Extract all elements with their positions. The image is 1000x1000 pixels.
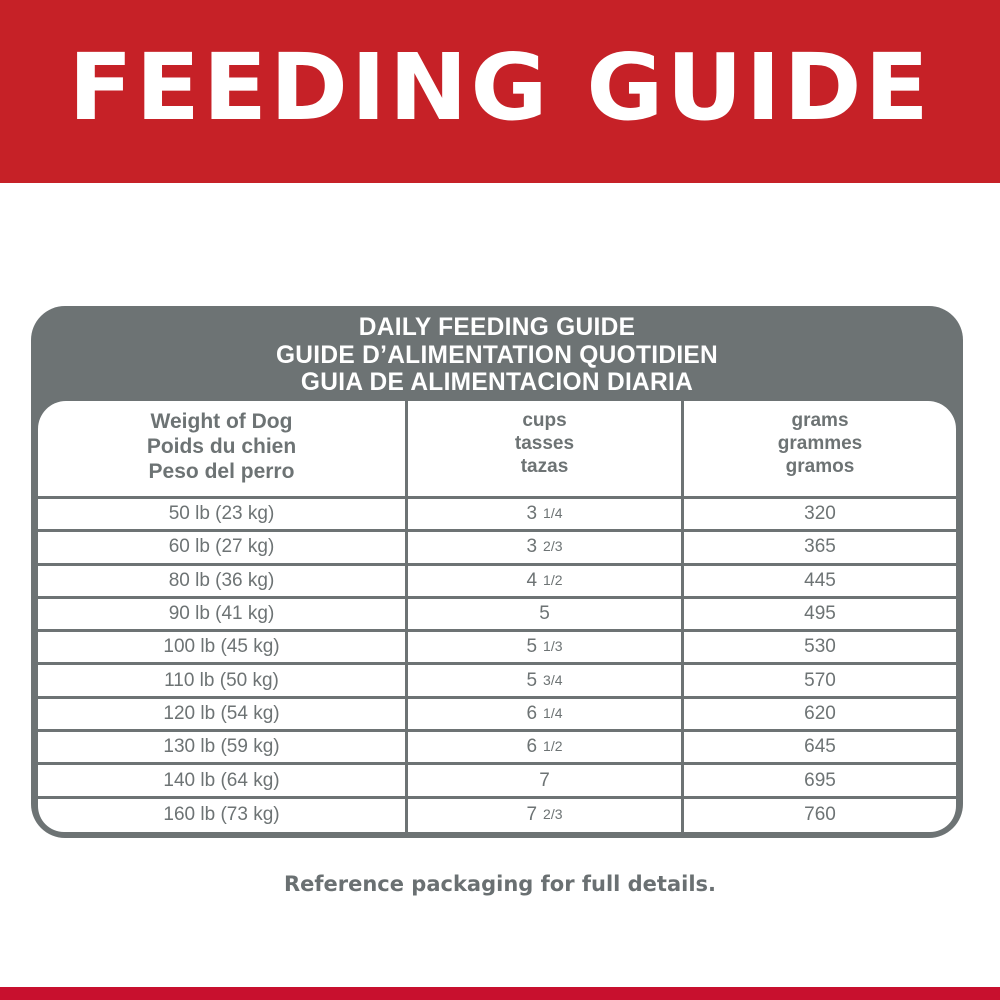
- cups-fraction: 1/2: [543, 571, 563, 588]
- weight-cell: 90 lb (41 kg): [168, 603, 275, 625]
- header-grams: [684, 409, 956, 478]
- grams-cell: 320: [804, 503, 836, 525]
- header-weight-en: Weight of Dog: [150, 410, 293, 433]
- cups-fraction: 1/3: [543, 638, 563, 655]
- table-row: [38, 632, 956, 665]
- cups-cell: [408, 666, 681, 696]
- weight-cell: 50 lb (23 kg): [168, 503, 275, 525]
- header-banner: [0, 0, 1000, 183]
- cups-cell: [408, 599, 681, 629]
- weight-cell: 120 lb (54 kg): [163, 702, 280, 724]
- header-weight: [38, 409, 405, 484]
- cups-whole: 7: [539, 769, 550, 791]
- grams-cell: 530: [804, 636, 836, 658]
- cups-cell: [408, 499, 681, 529]
- weight-cell: 140 lb (64 kg): [163, 769, 280, 791]
- header-cups: [408, 409, 681, 478]
- header-weight-es: Peso del perro: [148, 460, 295, 483]
- table-row: [38, 566, 956, 599]
- cups-cell: [408, 699, 681, 729]
- cups-whole: 4: [526, 569, 538, 591]
- table-row: [38, 799, 956, 832]
- weight-cell: 100 lb (45 kg): [163, 636, 280, 658]
- table-row: [38, 765, 956, 798]
- weight-cell: 110 lb (50 kg): [164, 669, 279, 691]
- cups-fraction: 1/4: [543, 505, 563, 522]
- table-header: [38, 401, 956, 499]
- table-row: [38, 732, 956, 765]
- grams-cell: 365: [804, 536, 836, 558]
- table-row: [38, 499, 956, 532]
- cups-fraction: 1/2: [543, 738, 563, 755]
- header-grams-es: gramos: [785, 456, 855, 477]
- card-title-spanish: GUIA DE ALIMENTACION DIARIA: [300, 368, 694, 396]
- card-title-french: GUIDE D’ALIMENTATION QUOTIDIEN: [275, 340, 719, 369]
- cups-cell: [408, 532, 681, 562]
- cups-whole: 6: [526, 702, 538, 724]
- feeding-table: [38, 401, 956, 832]
- weight-cell: 60 lb (27 kg): [168, 536, 275, 558]
- card-title: [31, 314, 963, 397]
- table-row: [38, 532, 956, 565]
- grams-cell: 760: [804, 804, 836, 826]
- cups-whole: 5: [526, 636, 538, 658]
- card-title-english: DAILY FEEDING GUIDE: [358, 313, 636, 341]
- cups-whole: 6: [526, 736, 538, 758]
- cups-whole: 3: [526, 536, 538, 558]
- grams-cell: 570: [804, 669, 836, 691]
- cups-cell: [408, 765, 681, 795]
- weight-cell: 160 lb (73 kg): [163, 804, 280, 826]
- header-cups-es: tazas: [520, 456, 569, 477]
- cups-cell: [408, 732, 681, 762]
- header-cups-en: cups: [522, 410, 567, 431]
- cups-fraction: 3/4: [543, 671, 563, 688]
- cups-cell: [408, 799, 681, 832]
- table-row: [38, 666, 956, 699]
- grams-cell: 445: [804, 569, 836, 591]
- cups-fraction: 2/3: [543, 538, 563, 555]
- grams-cell: 645: [804, 736, 836, 758]
- weight-cell: 130 lb (59 kg): [163, 736, 280, 758]
- cups-fraction: 1/4: [543, 704, 563, 721]
- cups-whole: 5: [526, 669, 538, 691]
- cups-whole: 5: [539, 603, 550, 625]
- cups-fraction: 2/3: [543, 806, 563, 823]
- cups-whole: 7: [526, 804, 538, 826]
- cups-whole: 3: [526, 503, 538, 525]
- header-weight-fr: Poids du chien: [146, 435, 297, 458]
- weight-cell: 80 lb (36 kg): [168, 569, 275, 591]
- table-row: [38, 699, 956, 732]
- table-row: [38, 599, 956, 632]
- footer-note: Reference packaging for full details.: [283, 872, 717, 896]
- cups-cell: [408, 632, 681, 662]
- grams-cell: 620: [804, 702, 836, 724]
- header-grams-fr: grammes: [777, 433, 863, 454]
- feeding-guide-card: [31, 306, 963, 838]
- grams-cell: 695: [804, 769, 836, 791]
- page-title: FEEDING GUIDE: [68, 34, 932, 141]
- grams-cell: 495: [804, 603, 836, 625]
- header-cups-fr: tasses: [514, 433, 575, 454]
- header-grams-en: grams: [791, 410, 849, 431]
- bottom-bar: [0, 987, 1000, 1000]
- cups-cell: [408, 566, 681, 596]
